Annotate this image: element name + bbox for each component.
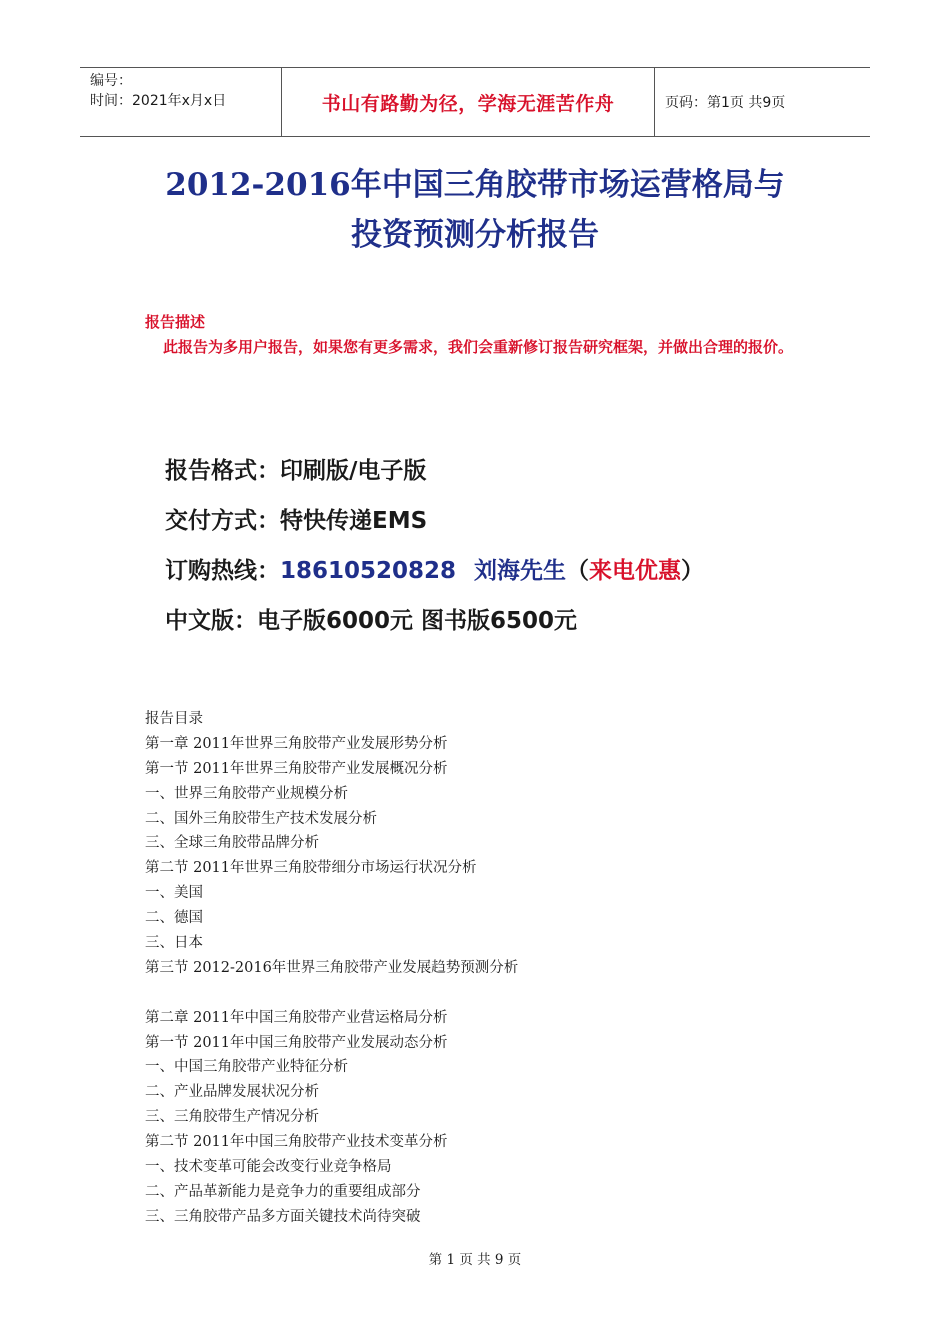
toc-item: 报告目录 — [145, 711, 203, 727]
hotline-label: 订购热线： — [165, 558, 280, 584]
toc-item: 第三节 2012-2016年世界三角胶带产业发展趋势预测分析 — [145, 959, 519, 976]
toc-item: 三、全球三角胶带品牌分析 — [145, 835, 319, 852]
number-label: 编号： — [90, 73, 132, 89]
toc-item: 第一节 2011年世界三角胶带产业发展概况分析 — [145, 760, 448, 777]
document-title — [0, 160, 950, 260]
toc-item: 一、世界三角胶带产业规模分析 — [145, 785, 348, 802]
toc-item: 三、三角胶带产品多方面关键技术尚待突破 — [145, 1208, 421, 1225]
toc-item: 一、技术变革可能会改变行业竞争格局 — [145, 1159, 392, 1176]
toc-item: 二、产品革新能力是竞争力的重要组成部分 — [145, 1183, 421, 1200]
time-label: 时间：2021年x月x日 — [90, 93, 227, 109]
toc-item: 三、三角胶带生产情况分析 — [145, 1109, 319, 1126]
header-motto: 书山有路勤为径，学海无涯苦作舟 — [282, 68, 655, 136]
toc-item: 第一节 2011年中国三角胶带产业发展动态分析 — [145, 1034, 448, 1051]
price-info: 中文版：电子版6000元 图书版6500元 — [165, 608, 578, 634]
page-header — [80, 67, 870, 137]
hotline-number: 18610520828 — [280, 558, 457, 584]
header-page-code: 页码：第1页 共9页 — [665, 95, 786, 111]
title-line-1: 2012-2016年中国三角胶带市场运营格局与 — [165, 167, 785, 203]
toc-item: 第二章 2011年中国三角胶带产业营运格局分析 — [145, 1009, 448, 1026]
delivery-method: 交付方式：特快传递EMS — [165, 508, 428, 534]
toc-item: 第一章 2011年世界三角胶带产业发展形势分析 — [145, 735, 448, 752]
report-format: 报告格式：印刷版/电子版 — [165, 458, 427, 484]
toc-item: 第二节 2011年世界三角胶带细分市场运行状况分析 — [145, 860, 477, 877]
page-footer: 第 1 页 共 9 页 — [428, 1252, 522, 1268]
toc-item: 一、美国 — [145, 885, 203, 902]
description-body: 此报告为多用户报告，如果您有更多需求，我们会重新修订报告研究框架，并做出合理的报价。 — [163, 338, 794, 356]
toc-item: 二、国外三角胶带生产技术发展分析 — [145, 810, 377, 827]
paren-close: ） — [681, 558, 705, 584]
order-hotline — [165, 552, 704, 585]
paren-open: （ — [566, 558, 590, 584]
toc-item: 三、日本 — [145, 935, 203, 952]
description-heading: 报告描述 — [145, 313, 206, 331]
title-line-2: 投资预测分析报告 — [351, 217, 599, 253]
toc-item: 一、中国三角胶带产业特征分析 — [145, 1059, 348, 1076]
header-meta — [80, 68, 282, 136]
toc-item: 二、产业品牌发展状况分析 — [145, 1084, 319, 1101]
toc-spacer — [145, 981, 518, 1006]
promo-text: 来电优惠 — [589, 558, 682, 584]
table-of-contents — [145, 707, 518, 1230]
contact-name: 刘海先生 — [474, 558, 567, 584]
toc-item: 第二节 2011年中国三角胶带产业技术变革分析 — [145, 1134, 448, 1151]
toc-item: 二、德国 — [145, 910, 203, 927]
